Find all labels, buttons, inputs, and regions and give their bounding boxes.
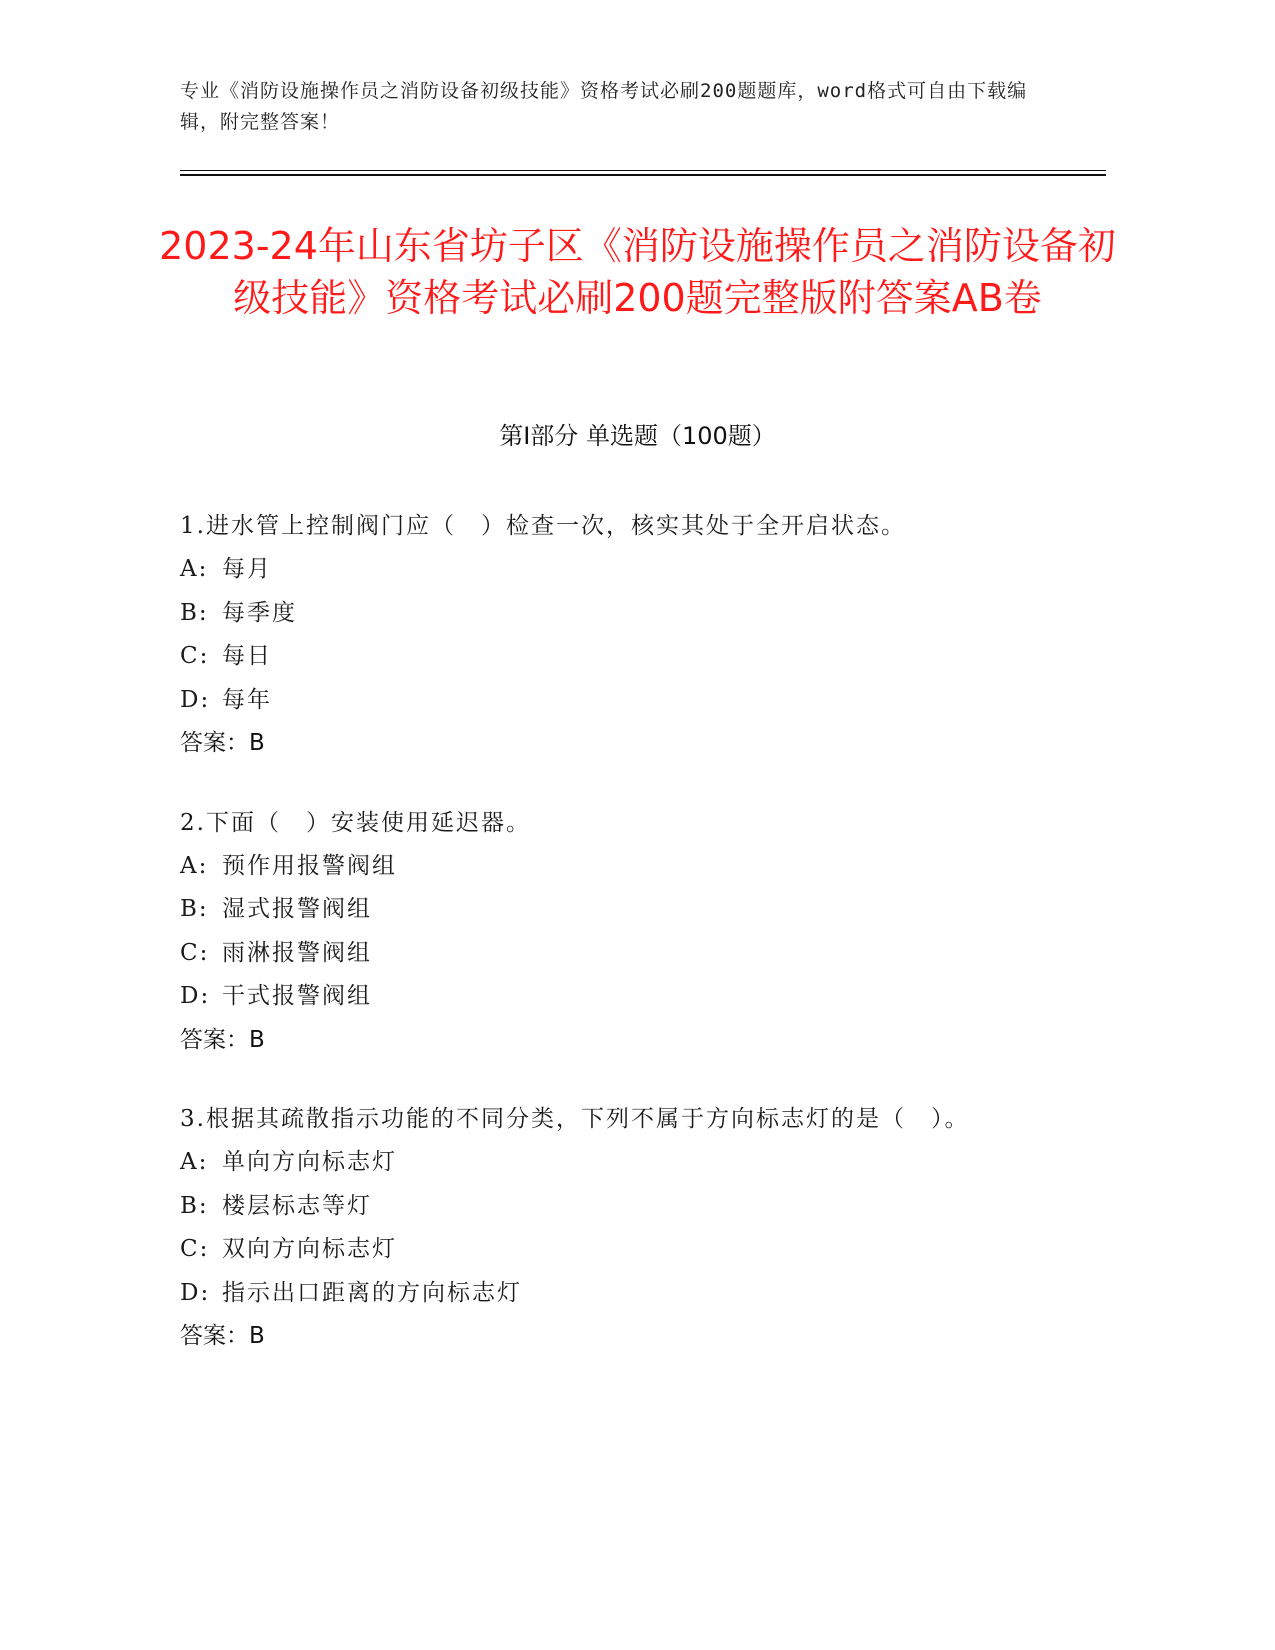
option-letter: A:: [180, 556, 209, 582]
question-option-a: [180, 1141, 1080, 1185]
question-answer: 答案：B: [180, 1323, 265, 1349]
question-3: [180, 1098, 1080, 1359]
question-option-d: [180, 679, 1080, 723]
question-stem: 2.下面（ ）安装使用延迟器。: [180, 809, 531, 836]
option-letter: A:: [180, 1149, 209, 1175]
option-letter: B:: [180, 599, 209, 626]
question-2: [180, 802, 1080, 1063]
question-option-b: [180, 888, 1080, 932]
option-text: 湿式报警阀组: [222, 896, 372, 922]
question-list: [180, 505, 1080, 1395]
option-text: 指示出口距离的方向标志灯: [222, 1279, 522, 1306]
option-text: 每日: [222, 643, 272, 669]
question-option-b: [180, 592, 1080, 636]
option-text: 每年: [222, 686, 272, 713]
question-option-c: [180, 1228, 1080, 1272]
option-letter: D:: [180, 686, 211, 713]
question-answer: 答案：B: [180, 1026, 265, 1053]
question-option-a: [180, 845, 1080, 889]
option-text: 雨淋报警阀组: [222, 939, 372, 966]
option-letter: B:: [180, 1192, 209, 1219]
question-option-c: [180, 932, 1080, 976]
section-heading: 第I部分 单选题（100题）: [499, 422, 776, 450]
question-answer: 答案：B: [180, 730, 265, 756]
option-letter: C:: [180, 939, 210, 966]
question-stem: 1.进水管上控制阀门应（ ）检查一次，核实其处于全开启状态。: [180, 513, 906, 539]
question-option-c: [180, 635, 1080, 679]
option-letter: C:: [180, 1236, 210, 1262]
option-text: 双向方向标志灯: [222, 1236, 397, 1262]
question-option-b: [180, 1185, 1080, 1229]
question-option-d: [180, 1272, 1080, 1316]
document-title: 2023-24年山东省坊子区《消防设施操作员之消防设备初级技能》资格考试必刷200题完整版附答案AB卷: [159, 224, 1116, 320]
question-option-d: [180, 975, 1080, 1019]
option-letter: C:: [180, 643, 210, 669]
option-text: 单向方向标志灯: [222, 1149, 397, 1175]
option-text: 每月: [222, 556, 272, 582]
option-text: 楼层标志等灯: [222, 1192, 372, 1219]
header-divider-thin: [180, 170, 1106, 171]
question-stem: 3.根据其疏散指示功能的不同分类，下列不属于方向标志灯的是（ ）。: [180, 1106, 970, 1132]
option-letter: D:: [180, 1279, 211, 1306]
option-letter: A:: [180, 852, 209, 879]
option-letter: B:: [180, 896, 209, 922]
option-text: 预作用报警阀组: [222, 852, 397, 879]
option-text: 干式报警阀组: [222, 983, 372, 1009]
question-1: [180, 505, 1080, 766]
option-letter: D:: [180, 983, 211, 1009]
header-divider-thick: [180, 174, 1106, 176]
question-option-a: [180, 548, 1080, 592]
option-text: 每季度: [222, 599, 297, 626]
header-note: 专业《消防设施操作员之消防设备初级技能》资格考试必刷200题题库，word格式可自由下载编辑，附完整答案！: [180, 80, 1028, 133]
